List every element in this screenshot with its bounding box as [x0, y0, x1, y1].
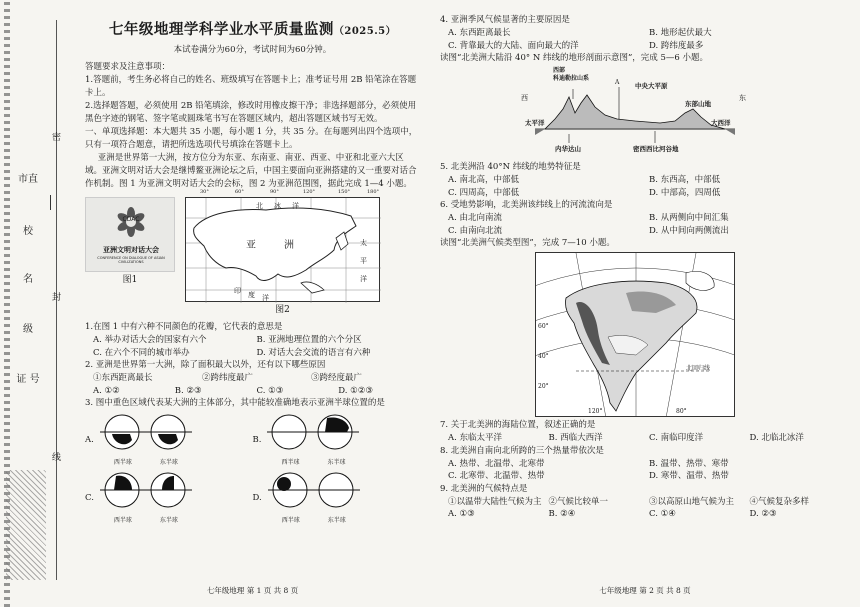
exam-subtitle: 本试卷满分为60分，考试时间为60分钟。: [173, 45, 332, 55]
question-9-items: [440, 496, 850, 509]
q9-item-4: ④气候复杂多样: [749, 496, 810, 507]
q2-item-3: ③跨经度最广: [311, 373, 363, 383]
question-1-stem: 1.在图 1 中有六种不同颜色的花瓣，它代表的意思是: [85, 322, 283, 332]
map-tick-180: 180°: [367, 189, 380, 195]
map-tick-60: 60°: [235, 189, 244, 195]
profile-east: 东: [739, 94, 746, 102]
question-8-stem: 8. 北美洲自南向北所跨的三个热量带依次是: [440, 445, 604, 456]
q9-option-d[interactable]: D. ②③: [749, 509, 777, 519]
profile-point-a: A: [615, 79, 620, 86]
q5-option-d[interactable]: D. 中部高，四周低: [649, 187, 721, 198]
page-2-footer: 七年级地理 第 2 页 共 8 页: [599, 586, 691, 595]
profile-central-plain: 中央大平原: [635, 82, 668, 90]
q5-option-c[interactable]: C. 四周高，中部低: [448, 187, 520, 198]
map-tick-30: 30°: [200, 189, 209, 195]
map-label-zhou: 洲: [284, 240, 294, 251]
figure-1: [85, 197, 175, 315]
climate-tick-40: 40°: [538, 353, 549, 360]
q7-option-c[interactable]: C. 南临印度洋: [649, 433, 704, 443]
q3-option-b-letter: B.: [252, 435, 262, 445]
note-1: 1.答题前，考生务必将自己的姓名、班级填写在答题卡上；准考证号用 2B 铅笔涂在答题卡上。: [85, 75, 417, 98]
q6-option-d[interactable]: D. 从中间向两侧流出: [649, 225, 729, 236]
q9-option-c[interactable]: C. ①④: [649, 509, 676, 519]
q2-option-b[interactable]: B. ②③: [174, 385, 202, 396]
climate-tick-20: 20°: [538, 383, 549, 390]
q3-option-c[interactable]: [85, 472, 253, 524]
q3-option-a[interactable]: [85, 414, 253, 466]
map-tick-120: 120°: [303, 189, 316, 195]
q9-option-a[interactable]: A. ①③: [448, 509, 475, 519]
figure-1-label: 图1: [122, 275, 138, 285]
q9-item-2: ②气候比较单一: [548, 496, 609, 507]
climate-map: [535, 252, 735, 417]
hemi-a-east: 东半球: [159, 459, 178, 466]
q2-item-2: ②跨纬度最广: [202, 373, 254, 383]
hemi-b-labels: [267, 457, 359, 466]
page-1-footer: 七年级地理 第 1 页 共 8 页: [206, 586, 299, 595]
question-2-stem: 2. 亚洲是世界第一大洲，除了面积最大以外，还有以下哪些原因: [85, 360, 326, 370]
question-1-options: [85, 334, 420, 359]
profile-pacific: 太平洋: [525, 119, 545, 127]
hemi-c-west: 西半球: [113, 517, 132, 524]
q7-option-a[interactable]: A. 东临太平洋: [448, 433, 503, 443]
map-label-yang3: 洋: [262, 294, 269, 302]
q2-item-1: ①东西距离最长: [93, 373, 153, 383]
question-6-stem: 6. 受地势影响，北美洲该纬线上的河流流向是: [440, 200, 613, 210]
question-7-stem: 7. 关于北美洲的海陆位置，叙述正确的是: [440, 420, 596, 430]
hemi-d-labels: [268, 515, 360, 524]
question-9-stem: 9. 北美洲的气候特点是: [440, 483, 528, 494]
profile-interior: 内华达山: [555, 145, 581, 153]
map-tick-90: 90°: [270, 189, 279, 195]
page-1: [85, 10, 420, 600]
terrain-profile: [521, 67, 746, 157]
hemisphere-b-graphic: [267, 414, 359, 454]
q2-option-d[interactable]: D. ①②③: [338, 385, 374, 396]
map-label-bing: 冰: [274, 202, 281, 210]
hemi-c-labels: [100, 515, 192, 524]
climate-map-graphic: [536, 253, 735, 417]
asia-map: [185, 189, 380, 302]
section-1-heading: 一、单项选择题：本大题共 35 小题，每小题 1 分，共 35 分。在每题列出四个选项中，只有一项符合题意，请把所选选项代号填涂在答题卡上。: [85, 127, 418, 150]
map-label-bei: 北: [256, 202, 263, 210]
exam-title: [85, 18, 420, 39]
hatched-area: [6, 470, 46, 580]
q5-option-b[interactable]: B. 东西高，中部低: [649, 175, 721, 185]
question-2-options: [85, 385, 420, 398]
cdac-logo: [85, 197, 175, 272]
q5-option-a[interactable]: A. 南北高，中部低: [448, 175, 520, 185]
page-2: [440, 10, 850, 600]
question-5-options: [440, 174, 850, 199]
q4-option-d[interactable]: D. 跨纬度最多: [649, 40, 704, 51]
question-7-options: [440, 432, 850, 445]
hemisphere-a-graphic: [100, 414, 192, 454]
intro-paragraph: 亚洲是世界第一大洲，按方位分为东亚、东南亚、南亚、西亚、中亚和北亚六大区域。亚洲文明对话大会是继博鳌亚洲论坛之后，中国主要面向亚洲搭建的又一重要对话合作机制。图 1 为亚洲文明对话大会的会标，图 2 为亚洲范围图，据此完成 1—4 小题。: [85, 153, 417, 189]
q6-option-b[interactable]: B. 从两侧向中间汇集: [649, 213, 729, 223]
q2-option-c[interactable]: C. ①③: [256, 385, 284, 396]
question-9-options: [440, 508, 850, 521]
q8-option-b[interactable]: B. 温带、热带、寒带: [649, 458, 729, 469]
hemi-d-west: 西半球: [281, 517, 300, 524]
q4-option-a[interactable]: A. 东西距离最长: [448, 28, 511, 38]
climate-tropic-label: 北回归线: [686, 365, 711, 372]
hemi-a-labels: [100, 457, 192, 466]
question-6-options: [440, 212, 850, 237]
binding-label-city: 市直: [18, 174, 38, 185]
q3-option-c-letter: C.: [85, 493, 94, 503]
q3-option-d[interactable]: [253, 472, 421, 524]
question-2-items: [85, 372, 420, 385]
hemisphere-c-graphic: [100, 472, 192, 512]
map-label-tai: 太: [360, 239, 367, 247]
hemi-d-east: 东半球: [327, 517, 346, 524]
fold-mark-feng: 封: [52, 293, 62, 303]
question-8-options: [440, 458, 850, 483]
q1-option-a[interactable]: A. 举办对话大会的国家有六个: [93, 335, 207, 345]
binding-label-class: 级: [23, 324, 33, 335]
q8-option-c[interactable]: C. 北寒带、北温带、热带: [448, 471, 545, 481]
question-3-options: [85, 414, 420, 524]
profile-valley: 密西西比河谷地: [633, 145, 679, 153]
map-label-ya: 亚: [246, 240, 256, 251]
q2-option-a[interactable]: A. ①②: [93, 385, 120, 396]
climate-tick-120: 120°: [588, 408, 603, 415]
binding-divider: [50, 195, 51, 210]
question-5-stem: 5. 北美洲沿 40°N 纬线的地势特征是: [440, 162, 581, 172]
climate-tick-80: 80°: [676, 408, 687, 415]
logo-brand: CDAC: [122, 216, 140, 223]
figure-row: [85, 189, 420, 315]
binding-label-id: 证 号: [16, 374, 40, 385]
hemisphere-d-graphic: [268, 472, 360, 512]
q7-option-d[interactable]: D. 北临北冰洋: [749, 433, 804, 443]
exam-title-text: 七年级地理学科学业水平质量监测: [108, 21, 334, 38]
hemi-b-west: 西半球: [281, 459, 300, 466]
map-label-ping: 平: [360, 257, 367, 265]
map-label-yang2: 洋: [360, 275, 367, 283]
climate-tick-60: 60°: [538, 323, 549, 330]
binding-label-school: 校: [23, 226, 33, 237]
q3-option-d-letter: D.: [252, 493, 262, 503]
map-label-du: 度: [248, 291, 255, 299]
fold-mark-mi: 密: [52, 133, 62, 143]
profile-east-mountains: 东部山地: [685, 100, 711, 108]
q7-option-b[interactable]: B. 西临大西洋: [548, 433, 603, 443]
binding-strip: [0, 0, 60, 607]
note-2: 2.选择题答题，必须使用 2B 铅笔填涂，修改时用橡皮擦干净；非选择题部分，必须使用黑色字迹的钢笔、签字笔或圆珠笔书写在答题区域内，超出答题区域书写无效。: [85, 101, 417, 124]
q8-option-d[interactable]: D. 寒带、温带、热带: [649, 471, 729, 481]
question-4-stem: 4. 亚洲季风气候显著的主要原因是: [440, 15, 570, 25]
figure-2: [185, 189, 380, 315]
map-tick-150: 150°: [338, 189, 351, 195]
map-label-yin: 印: [234, 287, 241, 295]
logo-english: CONFERENCE ON DIALOGUE OF ASIAN CIVILIZATIONS: [97, 256, 165, 264]
hemi-c-east: 东半球: [159, 517, 178, 524]
hemi-b-east: 东半球: [327, 459, 346, 466]
map-label-yang1: 洋: [292, 202, 299, 210]
exam-year: （2025.5）: [333, 26, 397, 37]
logo-name: 亚洲文明对话大会: [103, 245, 159, 254]
profile-cordillera: 西部 科迪勒拉山系: [553, 67, 590, 82]
q6-option-c[interactable]: C. 由南向北流: [448, 225, 503, 236]
notes-heading: 答题要求及注意事项：: [85, 62, 171, 72]
q1-option-d[interactable]: D. 对话大会交流的语言有六种: [256, 347, 371, 358]
q9-option-b[interactable]: B. ②④: [548, 509, 576, 519]
profile-west: 西: [521, 94, 528, 102]
q3-option-a-letter: A.: [85, 435, 94, 445]
question-3-stem: 3. 图中重色区域代表某大洲的主体部分，其中能较准确地表示亚洲半球位置的是: [85, 398, 385, 408]
q4-option-c[interactable]: C. 背靠最大的大陆、面向最大的洋: [448, 40, 579, 51]
climate-intro: 读图“北美洲气候类型图”，完成 7—10 小题。: [440, 238, 615, 248]
hemi-a-west: 西半球: [113, 459, 132, 466]
q9-item-1: ①以温带大陆性气候为主: [448, 496, 542, 507]
q8-option-a[interactable]: A. 热带、北温带、北寒带: [448, 458, 545, 469]
q4-option-b[interactable]: B. 地形起伏最大: [649, 28, 712, 38]
fold-mark-xian: 线: [52, 453, 62, 463]
figure-2-label: 图2: [275, 305, 290, 315]
profile-intro: 读图“北美洲大陆沿 40° N 纬线的地形剖面示意图”，完成 5—6 小题。: [440, 53, 709, 63]
binding-label-name: 名: [23, 274, 33, 285]
q6-option-a[interactable]: A. 由北向南流: [448, 213, 503, 223]
profile-atlantic: 大西洋: [711, 119, 731, 127]
q9-item-3: ③以高原山地气候为主: [649, 496, 735, 507]
question-4-options: [440, 27, 850, 52]
q1-option-b[interactable]: B. 亚洲地理位置的六个分区: [256, 335, 362, 345]
q1-option-c[interactable]: C. 在六个不同的城市举办: [93, 347, 190, 358]
q3-option-b[interactable]: [253, 414, 421, 466]
